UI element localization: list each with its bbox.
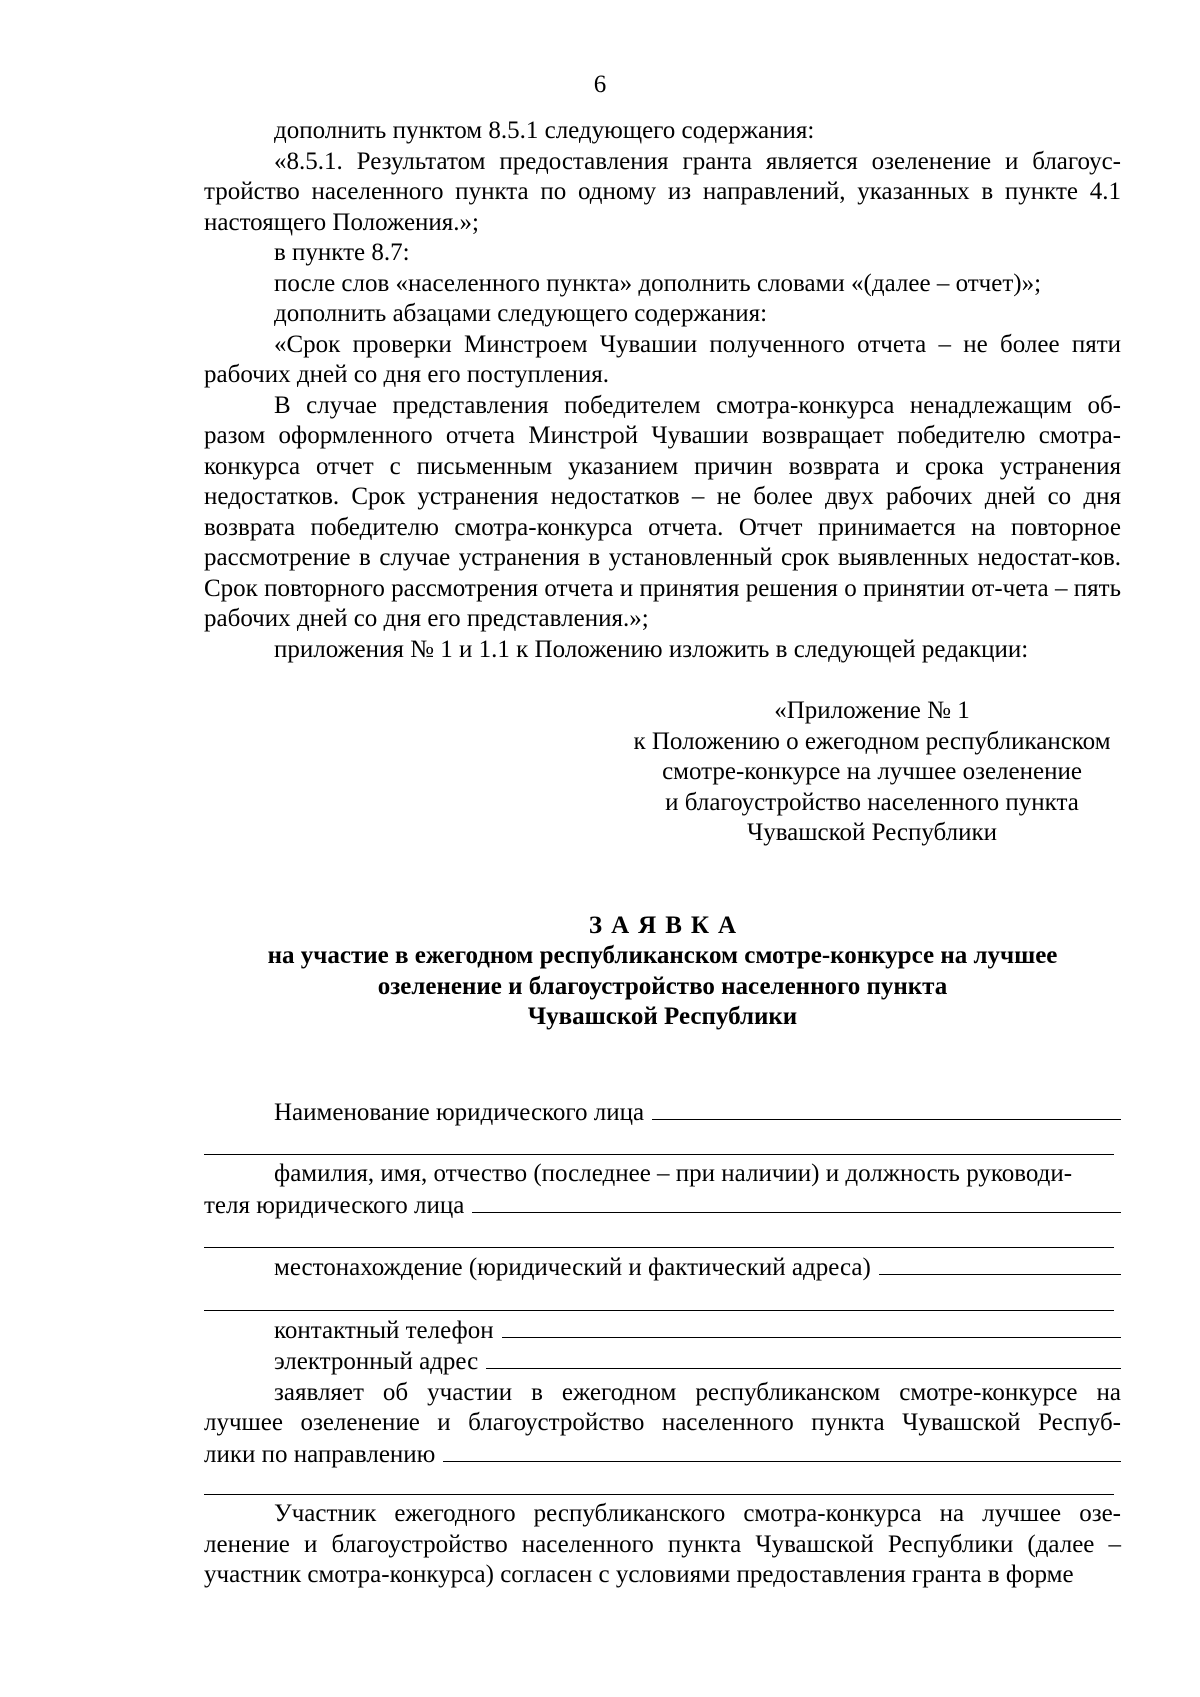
direction-label: лики по направлению bbox=[204, 1440, 436, 1468]
application-subtitle: озеленение и благоустройство населенного пункта bbox=[377, 972, 948, 1000]
paragraph: дополнить пунктом 8.5.1 следующего содержания: bbox=[274, 117, 815, 144]
legal-name-label: Наименование юридического лица bbox=[274, 1098, 645, 1126]
direction-row bbox=[204, 1439, 1121, 1471]
head-row-1 bbox=[204, 1159, 1121, 1190]
paragraph: «Срок проверки Минстроем Чувашии полученного отчета – не более пяти рабочих дней со дня его поступления. bbox=[204, 330, 1121, 388]
paragraph: в пункте 8.7: bbox=[274, 239, 410, 266]
legal-name-field-continuation[interactable] bbox=[204, 1128, 1114, 1155]
application-title: ЗАЯВКА bbox=[588, 911, 746, 939]
paragraph: приложения № 1 и 1.1 к Положению изложить в следующей редакции: bbox=[274, 635, 1029, 663]
legal-name-row bbox=[204, 1097, 1121, 1129]
head-field[interactable] bbox=[472, 1190, 1121, 1213]
location-field[interactable] bbox=[879, 1252, 1121, 1275]
application-form bbox=[204, 1097, 1121, 1591]
appendix-line: к Положению о ежегодном республиканском bbox=[633, 727, 1111, 755]
head-label-cont: теля юридического лица bbox=[204, 1191, 465, 1219]
email-label: электронный адрес bbox=[274, 1348, 479, 1375]
application-title-block bbox=[204, 911, 1121, 1033]
declaration-line: заявляет об участии в ежегодном республиканском смотре-конкурсе на bbox=[274, 1378, 1121, 1406]
application-subtitle: Чувашской Республики bbox=[527, 1003, 798, 1030]
head-label: фамилия, имя, отчество (последнее – при наличии) и должность руководи- bbox=[274, 1160, 1073, 1187]
legal-name-field[interactable] bbox=[652, 1097, 1121, 1120]
application-subtitle: на участие в ежегодном республиканском смотре-конкурсе на лучшее bbox=[267, 942, 1058, 969]
appendix-heading bbox=[622, 696, 1122, 849]
phone-field[interactable] bbox=[502, 1315, 1121, 1338]
phone-label: контактный телефон bbox=[274, 1316, 494, 1344]
paragraph: после слов «населенного пункта» дополнить словами «(далее – отчет)»; bbox=[274, 269, 1042, 297]
email-field[interactable] bbox=[486, 1346, 1121, 1369]
page-number: 6 bbox=[593, 71, 607, 98]
head-field-continuation[interactable] bbox=[204, 1221, 1114, 1248]
location-label: местонахождение (юридический и фактический адреса) bbox=[274, 1254, 871, 1281]
document-body bbox=[204, 116, 1121, 1591]
appendix-line: «Приложение № 1 bbox=[774, 697, 970, 724]
appendix-line: смотре-конкурсе на лучшее озеленение bbox=[662, 758, 1082, 785]
direction-field[interactable] bbox=[443, 1439, 1121, 1462]
paragraph: В случае представления победителем смотра-конкурса ненадлежащим об-разом оформленного отчета Минстрой Чувашии возвращает победителю смотра-конкурса отчет с письменным указанием причин возврата и срока устранения недостатков. Срок устранения недостатков – не более двух рабочих дней со дня возврата победителю смотра-конкурса отчета. Отчет принимается на повторное рассмотрение в случае устранения в установленный срок выявленных недостат-ков. Срок повторного рассмотрения отчета и принятия решения о принятии от-чета – пять рабочих дней со дня его представления.»; bbox=[204, 391, 1121, 632]
final-paragraph: Участник ежегодного республиканского смотра-конкурса на лучшее озе-ленение и благоустройство населенного пункта Чувашской Республики (далее – участник смотра-конкурса) согласен с условиями предоставления гранта в форме bbox=[204, 1500, 1121, 1588]
head-row-2 bbox=[204, 1190, 1121, 1222]
location-row bbox=[204, 1252, 1121, 1284]
paragraph: «8.5.1. Результатом предоставления гранта является озеленение и благоус-тройство населенного пункта по одному из направлений, указанных в пункте 4.1 настоящего Положения.»; bbox=[204, 147, 1121, 236]
location-field-continuation[interactable] bbox=[204, 1284, 1114, 1311]
declaration-line: лучшее озеленение и благоустройство населенного пункта Чувашской Респуб- bbox=[204, 1409, 1121, 1436]
email-row bbox=[204, 1346, 1121, 1378]
paragraph: дополнить абзацами следующего содержания: bbox=[274, 300, 768, 327]
appendix-line: и благоустройство населенного пункта bbox=[665, 788, 1079, 816]
appendix-line: Чувашской Республики bbox=[746, 819, 998, 846]
phone-row bbox=[204, 1315, 1121, 1347]
direction-field-continuation[interactable] bbox=[204, 1470, 1114, 1495]
